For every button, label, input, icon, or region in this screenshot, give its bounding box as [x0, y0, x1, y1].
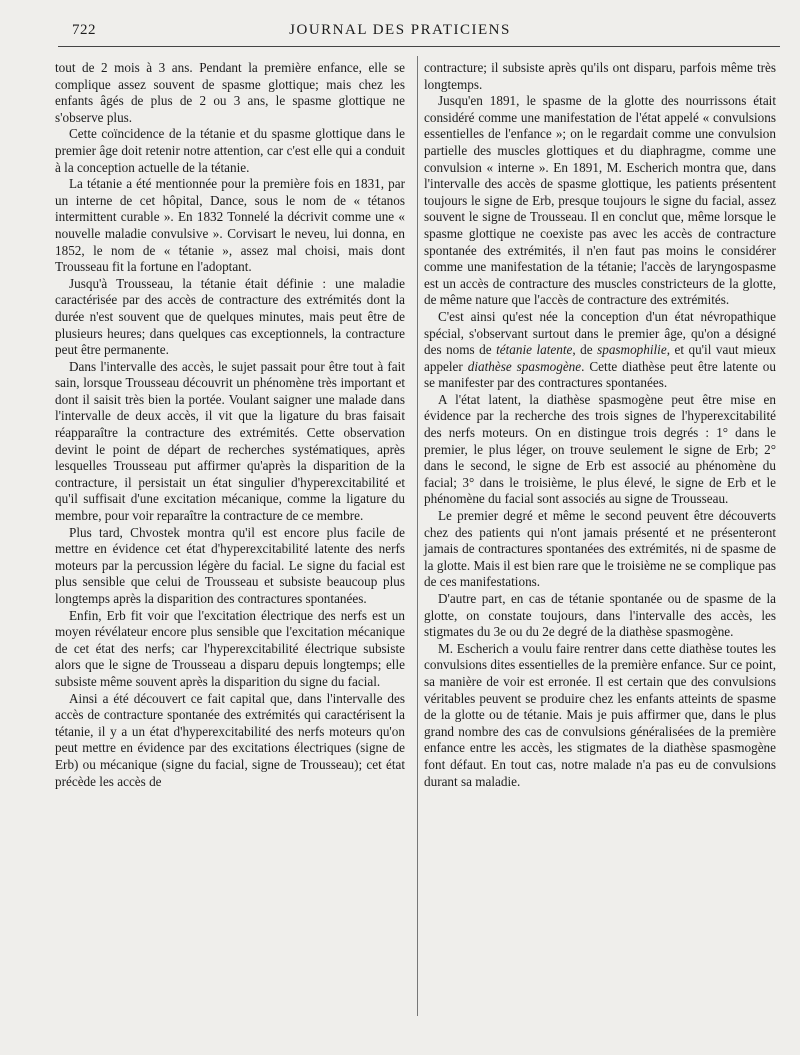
- paragraph-text: , et qu'il vaut mieux appeler: [424, 342, 777, 374]
- paragraph-text: . Cette diathèse peut être latente ou se manifester par des contractures spontanées.: [424, 358, 776, 391]
- paragraph: Dans l'intervalle des accès, le sujet passait pour être tout à fait sain, lorsque Trousseau découvrit un phénomène très important et dont il saisit très bien la portée. Voulant saigner une malade dans l'intervalle de deux accès, il vit que la ligature du bras faisait réapparaître la contracture des extrémités. Cette observation devint le point de départ de recherches systématiques, après lesquelles Trousseau put affirmer qu'après la disparition de la contracture, il persistait un état singulier d'hyperexcitabilité et qu'il suffisait d'une excitation mécanique, comme la ligature du membre, pour voir reparaître la contracture de ce membre.: [55, 358, 405, 524]
- paragraph: Cette coïncidence de la tétanie et du spasme glottique dans le premier âge doit retenir notre attention, car c'est elle qui a conduit à la conception actuelle de la tétanie.: [55, 126, 405, 175]
- paragraph: A l'état latent, la diathèse spasmogène peut être mise en évidence par la recherche des trois signes de l'hyperexcitabilité des nerfs moteurs. On en distingue trois degrés : 1° dans le premier, le plus léger, on trouve seulement le signe de Erb; 2° dans le second, le signe de Erb est associé au phénomène du facial; 3° dans le troisième, le plus élevé, le signe de Erb et le phénomène du facial sont associés au signe de Trousseau.: [424, 391, 776, 507]
- paragraph-text: C'est ainsi qu'est née la conception d'un état névropathique spécial, s'observant surtout dans le premier âge, qu'on a désigné des noms de: [424, 308, 776, 358]
- paragraph: contracture; il subsiste après qu'ils ont disparu, parfois même très longtemps.: [424, 60, 776, 92]
- italic-term: diathèse spasmogène: [467, 358, 582, 374]
- italic-term: spasmophilie: [597, 342, 667, 358]
- paragraph-text: , de: [572, 342, 593, 358]
- column-divider: [417, 56, 418, 1016]
- paragraph: La tétanie a été mentionnée pour la première fois en 1831, par un interne de cet hôpital, Dance, sous le nom de « tétanos intermittent curable ». En 1832 Tonnelé la décrivit comme une « nouvelle maladie convulsive ». Corvisart le neveu, lui donna, en 1852, le nom de « tétanie », assez mal choisi, mais dont Trousseau fit la fortune en l'adoptant.: [55, 176, 405, 275]
- paragraph: Jusqu'en 1891, le spasme de la glotte des nourrissons était considéré comme une manifestation de l'état appelé « convulsions essentielles de l'enfance »; on le regardait comme une convulsion partielle des muscles glottiques et du diaphragme, comme une convulsion « interne ». En 1891, M. Escherich montra que, dans l'intervalle des accès de spasme glottique, les patients présentent toujours le signe de Erb, presque toujours le signe du facial, assez souvent le signe de Trousseau. Il en conclut que, même lorsque le spasme glottique ne coexiste pas avec les accès de contracture spontanée des extrémités, il n'en faut pas moins le considérer comme une manifestation de la tétanie; l'accès de laryngospasme est un accès de contracture des muscles constricteurs de la glotte, de même nature que l'accès de contracture des extrémités.: [424, 93, 776, 308]
- right-column: [424, 60, 776, 790]
- paragraph: [424, 309, 776, 392]
- page-header: [0, 22, 800, 46]
- paragraph: Ainsi a été découvert ce fait capital que, dans l'intervalle des accès de contracture spontanée des extrémités qui caractérisent la tétanie, il y a un état d'hyperexcitabilité des nerfs moteurs qu'on peut mettre en évidence par des excitations électriques (signe de Erb) ou mécanique (signe du facial, signe de Trousseau); cet état précède les accès de: [55, 690, 405, 789]
- page-number: 722: [72, 22, 96, 38]
- paragraph: M. Escherich a voulu faire rentrer dans cette diathèse toutes les convulsions dites essentielles de la première enfance. Sur ce point, sa manière de voir est erronée. Il est certain que des convulsions véritables peuvent se produire chez les enfants atteints de spasme de la glotte ou de tétanie. Mais je puis affirmer que, dans le plus grand nombre des cas de convulsions généralisées de la première enfance entre les accès, les stigmates de la diathèse spasmogène font défaut. En tout cas, notre malade n'a pas eu de convulsions durant sa maladie.: [424, 640, 776, 789]
- left-column: [55, 60, 405, 790]
- paragraph: D'autre part, en cas de tétanie spontanée ou de spasme de la glotte, on constate toujours, dans l'intervalle des accès, les stigmates du 3e ou du 2e degré de la diathèse spasmogène.: [424, 591, 776, 640]
- paragraph: tout de 2 mois à 3 ans. Pendant la première enfance, elle se complique assez souvent de spasme glottique; mais chez les enfants âgés de plus de 2 ou 3 ans, le spasme glottique ne s'observe plus.: [55, 60, 405, 125]
- paragraph: Enfin, Erb fit voir que l'excitation électrique des nerfs est un moyen révélateur encore plus sensible que l'excitation mécanique de cet état des nerfs; car l'hyperexcitabilité électrique subsiste alors que le signe de Trousseau a disparu depuis longtemps; elle subsiste même souvent après la disparition du signe du facial.: [55, 607, 405, 689]
- italic-term: tétanie latente: [496, 342, 573, 358]
- paragraph: Plus tard, Chvostek montra qu'il est encore plus facile de mettre en évidence cet état d'hyperexcitabilité latente des nerfs moteurs par la percussion légère du facial. Le signe du facial est plus sensible que celui de Trousseau et subsiste beaucoup plus longtemps après la disparition des contractures spontanées.: [55, 524, 405, 606]
- header-rule: [58, 46, 780, 47]
- journal-title: JOURNAL DES PRATICIENS: [289, 22, 511, 38]
- paragraph: Le premier degré et même le second peuvent être découverts chez des patients qui n'ont jamais présenté et ne présenteront jamais de contractures spontanées des extrémités, ni de spasme de la glotte. Mais il est bien rare que le troisième ne se complique pas de ces manifestations.: [424, 508, 776, 590]
- paragraph: Jusqu'à Trousseau, la tétanie était définie : une maladie caractérisée par des accès de contracture des extrémités dont la durée n'est souvent que de quelques minutes, mais peut être de plusieurs heures; dans quelques cas exceptionnels, la contracture peut être permanente.: [55, 275, 405, 358]
